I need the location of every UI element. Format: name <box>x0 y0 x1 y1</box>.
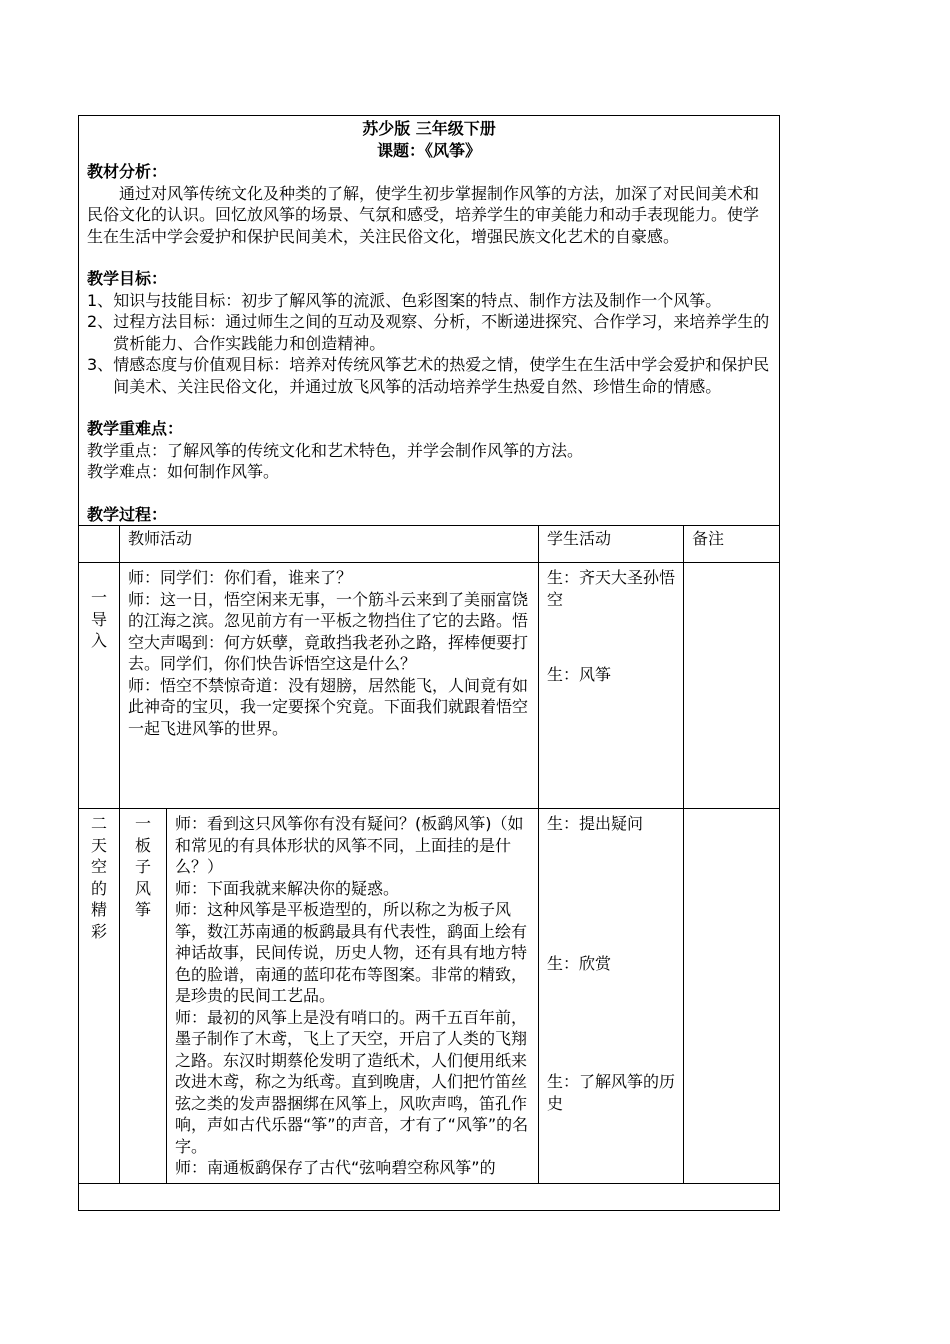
stage2-label: 二 天 空 的 精 彩 <box>79 809 120 1184</box>
stage1-label: 一 导 入 <box>79 563 120 809</box>
goal-item-1: 1、 知识与技能目标：初步了解风筝的流派、色彩图案的特点、制作方法及制作一个风筝。 <box>87 290 722 310</box>
stage2-notes <box>684 809 780 1184</box>
keypoints-heading: 教学重难点： <box>87 419 184 438</box>
goal-item-2: 2、 过程方法目标：通过师生之间的互动及观察、分析，不断递进探究、合作学习，来培养学生的赏析能力、合作实践能力和创造精神。 <box>87 312 770 353</box>
document-title: 课题：《风筝》 <box>376 140 481 160</box>
process-table <box>78 525 780 1184</box>
stage1-student: 生：齐天大圣孙悟空 生：风筝 <box>539 563 684 809</box>
table-row-stage1 <box>79 563 780 809</box>
key-focus-text: 教学重点：了解风筝的传统文化和艺术特色，并学会制作风筝的方法。 <box>87 440 584 460</box>
stage1-notes <box>684 563 780 809</box>
header-student: 学生活动 <box>539 526 684 563</box>
header-notes: 备注 <box>684 526 780 563</box>
goal-item-3: 3、 情感态度与价值观目标：培养对传统风筝艺术的热爱之情，使学生在生活中学会爱护和保护民间美术、关注民俗文化，并通过放飞风筝的活动培养学生热爱自然、珍惜生命的情感。 <box>87 355 770 396</box>
goals-heading: 教学目标： <box>87 269 168 288</box>
document-subtitle: 苏少版 三年级下册 <box>362 119 496 138</box>
stage1-teacher: 师：同学们：你们看，谁来了？ 师：这一日，悟空闲来无事，一个筋斗云来到了美丽富饶的江海之滨。忽见前方有一平板之物挡住了它的去路。悟空大声喝到：何方妖孽，竟敢挡我老孙之路，挥棒便要打去。同学们，你们快告诉悟空这是什么？ 师：悟空不禁惊奇道：没有翅膀，居然能飞，人间竟有如此神奇的宝贝，我一定要探个究竟。下面我们就跟着悟空一起飞进风筝的世界。 <box>120 563 539 809</box>
analysis-heading: 教材分析： <box>87 162 168 181</box>
key-difficulty-text: 教学难点：如何制作风筝。 <box>87 462 280 481</box>
table-header-row <box>79 526 780 563</box>
intro-section <box>79 118 779 525</box>
stage2-teacher: 师：看到这只风筝你有没有疑问？(板鹞风筝)（如和常见的有具体形状的风筝不同，上面挂的是什么？） 师：下面我就来解决你的疑惑。 师：这种风筝是平板造型的，所以称之为板子风筝，数江苏南通的板鹞最具有代表性，鹞面上绘有神话故事，民间传说，历史人物，还有具有地方特色的脸谱，南通的蓝印花布等图案。非常的精致，是珍贵的民间工艺品。 师：最初的风筝上是没有哨口的。两千五百年前，墨子制作了木鸢，飞上了天空，开启了人类的飞翔之路。东汉时期蔡伦发明了造纸术，人们便用纸来改进木鸢，称之为纸鸢。直到晚唐，人们把竹笛丝弦之类的发声器捆绑在风筝上，风吹声鸣，笛孔作响，声如古代乐器“筝”的声音，才有了“风筝”的名字。 师：南通板鹞保存了古代“弦响碧空称风筝”的 <box>167 809 539 1184</box>
stage2-sublabel: 一 板 子 风 筝 <box>120 809 167 1184</box>
header-teacher: 教师活动 <box>120 526 539 563</box>
stage2-student: 生：提出疑问 生：欣赏 生：了解风筝的历史 <box>539 809 684 1184</box>
table-row-stage2 <box>79 809 780 1184</box>
process-heading: 教学过程： <box>87 504 168 524</box>
header-stage-cell <box>79 526 120 563</box>
analysis-text: 通过对风筝传统文化及种类的了解，使学生初步掌握制作风筝的方法，加深了对民间美术和民俗文化的认识。回忆放风筝的场景、气氛和感受，培养学生的审美能力和动手表现能力。使学生在生活中学会爱护和保护民间美术，关注民俗文化，增强民族文化艺术的自豪感。 <box>87 183 760 246</box>
lesson-plan-document <box>78 115 780 1211</box>
